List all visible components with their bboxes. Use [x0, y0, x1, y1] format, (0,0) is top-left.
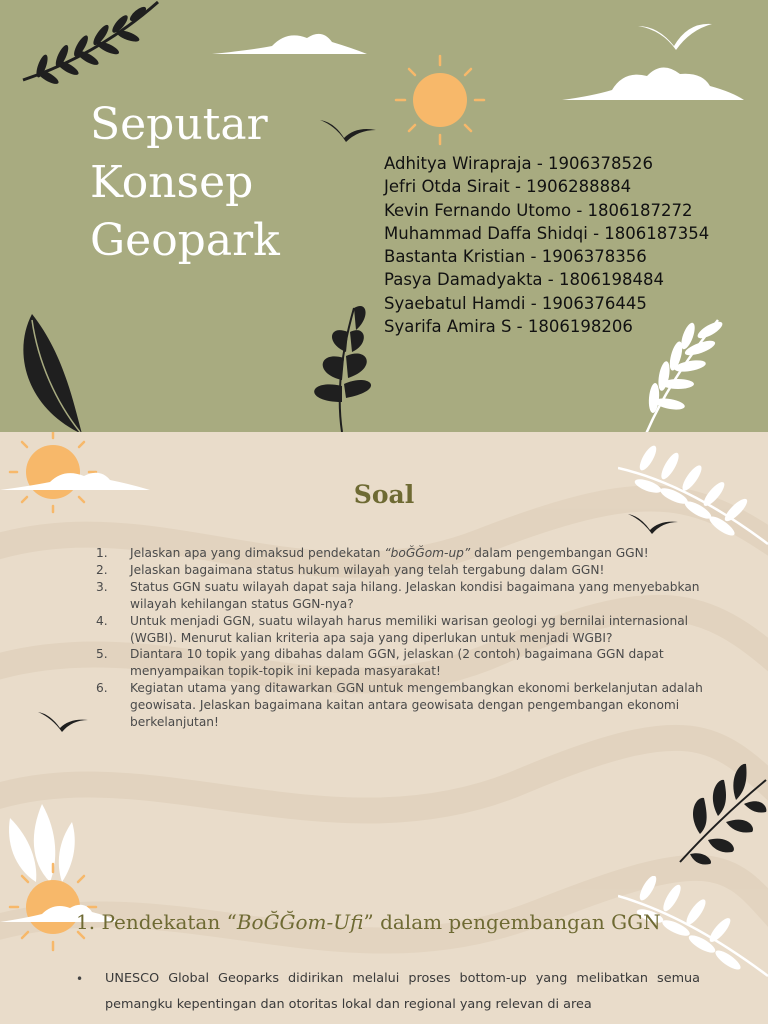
member-item: Adhitya Wirapraja - 1906378526 — [384, 154, 654, 173]
member-item: Muhammad Daffa Shidqi - 1806187354 — [384, 223, 710, 243]
member-item: Syarifa Amira S - 1806198206 — [384, 317, 633, 337]
question-item — [96, 545, 730, 562]
question-number: 5. — [96, 647, 108, 662]
section-heading-suffix: ” dalam pengembangan GGN — [363, 910, 661, 934]
member-item: Bastanta Kristian - 1906378356 — [384, 247, 647, 267]
title-line: Geopark — [90, 215, 280, 266]
presentation-title — [90, 96, 280, 270]
question-text: Status GGN suatu wilayah dapat saja hilang. Jelaskan kondisi bagaimana yang menyebabkan wilayah kehilangan status GGN-nya? — [130, 579, 700, 611]
leaf-branch-icon — [670, 758, 768, 866]
question-item — [96, 579, 730, 613]
member-item: Kevin Fernando Utomo - 1806187272 — [384, 200, 693, 220]
cloud-icon — [562, 62, 744, 102]
question-text: Jelaskan bagaimana status hukum wilayah yang telah tergabung dalam GGN! — [130, 562, 605, 577]
bullet-text: UNESCO Global Geoparks didirikan melalui proses bottom-up yang melibatkan semua pemangku kepentingan dan otoritas lokal dan regional yang relevan di area — [105, 971, 700, 1012]
bird-icon — [38, 710, 88, 732]
question-text: Kegiatan utama yang ditawarkan GGN untuk mengembangkan ekonomi berkelanjutan adalah geowisata. Jelaskan bagaimana kaitan antara geowisata dengan pengembangan ekonomi berkelanjutan! — [130, 681, 703, 730]
sun-icon — [394, 54, 486, 146]
question-item — [96, 680, 730, 731]
question-text: Untuk menjadi GGN, suatu wilayah harus memiliki warisan geologi yg bernilai internasional (WGBI). Menurut kalian kriteria apa saja yang diperlukan untuk menjadi WGBI? — [130, 613, 689, 645]
member-item: Pasya Damadyakta - 1806198484 — [384, 270, 664, 290]
leaf-branch-icon — [298, 298, 398, 432]
bird-icon — [638, 20, 712, 50]
questions-heading: Soal — [353, 480, 415, 509]
bird-icon — [628, 512, 678, 534]
question-number: 1. — [96, 546, 108, 560]
question-list — [96, 545, 730, 731]
question-text: Diantara 10 topik yang dibahas dalam GGN, jelaskan (2 contoh) bagaimana GGN dapat menyampaikan topik-topik ini kepada masyarakat! — [130, 647, 664, 679]
bird-icon — [320, 118, 376, 142]
question-number: 6. — [96, 681, 108, 696]
title-line: Konsep — [90, 157, 254, 208]
bullet-symbol: • — [76, 972, 84, 986]
question-text: dalam pengembangan GGN! — [470, 546, 649, 560]
cloud-icon — [212, 28, 367, 56]
title-line: Seputar — [90, 99, 268, 150]
question-number: 4. — [96, 613, 108, 628]
member-item: Jefri Otda Sirait - 1906288884 — [384, 177, 632, 197]
section-heading-emphasis: BoĞĞom-Ufi — [236, 910, 364, 934]
slide-title — [0, 0, 768, 432]
member-list — [384, 152, 709, 338]
section-heading — [76, 910, 661, 934]
bullet-item — [76, 966, 700, 1018]
leaf-icon — [18, 312, 90, 432]
member-item: Syaebatul Hamdi - 1906376445 — [384, 293, 647, 313]
question-item — [96, 613, 730, 647]
question-item — [96, 562, 730, 579]
question-number: 3. — [96, 579, 108, 594]
slide-questions — [0, 432, 768, 1024]
question-text: Jelaskan apa yang dimaksud pendekatan — [130, 546, 385, 560]
leaf-branch-icon — [8, 0, 163, 95]
question-number: 2. — [96, 562, 108, 577]
question-emphasis: “boĞĞom-up” — [384, 546, 471, 560]
section-heading-prefix: 1. Pendekatan “ — [76, 910, 237, 934]
question-item — [96, 646, 730, 680]
